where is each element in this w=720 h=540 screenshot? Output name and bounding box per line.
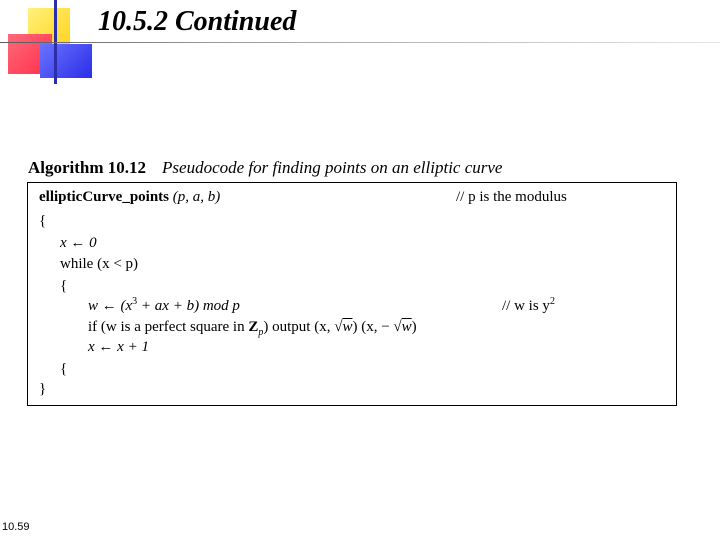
w-assign-post: + ax + b) mod p <box>137 298 240 314</box>
x-increment-line: x ← x + 1 <box>88 339 149 355</box>
w-assign-line <box>88 298 240 315</box>
if-line <box>88 319 417 336</box>
slide-title: 10.5.2 Continued <box>98 6 297 37</box>
algorithm-heading <box>28 158 502 178</box>
w-comment <box>502 298 555 315</box>
while-line: while (x < p) <box>60 256 139 272</box>
inner-close-brace: { <box>60 361 68 377</box>
w-comment-pre: // w is y <box>502 298 550 314</box>
w-assign-exponent: 3 <box>132 296 138 307</box>
algorithm-label: Algorithm 10.12 <box>28 158 147 177</box>
decorative-blue-square <box>40 44 92 78</box>
sqrt-arg-1: w <box>342 319 353 335</box>
outer-close-brace: } <box>39 381 47 397</box>
if-mid: ) (x, − <box>352 319 394 335</box>
sqrt-sign-2: √ <box>393 319 402 335</box>
header-comment: // p is the modulus <box>456 189 567 205</box>
if-end: ) <box>411 319 417 335</box>
decorative-horizontal-line <box>0 42 720 43</box>
algorithm-caption: Pseudocode for finding points on an elliptic curve <box>162 158 503 177</box>
x-init-line: x ← 0 <box>60 235 97 251</box>
sqrt-arg-2: w <box>401 319 412 335</box>
w-assign-pre: w ← (x <box>88 298 133 314</box>
pseudocode-box <box>27 182 677 406</box>
function-args: (p, a, b) <box>172 189 221 205</box>
function-header <box>39 189 220 206</box>
z-subscript: p <box>258 327 264 338</box>
if-pre: if (w is a perfect square in <box>88 319 249 335</box>
page-number: 10.59 <box>2 521 30 533</box>
outer-open-brace: { <box>39 213 47 229</box>
function-name: ellipticCurve_points <box>39 189 169 205</box>
z-symbol: Z <box>248 319 259 335</box>
w-comment-exponent: 2 <box>549 296 555 307</box>
if-post: ) output (x, <box>263 319 335 335</box>
inner-open-brace: { <box>60 278 68 294</box>
sqrt-sign-1: √ <box>334 319 343 335</box>
